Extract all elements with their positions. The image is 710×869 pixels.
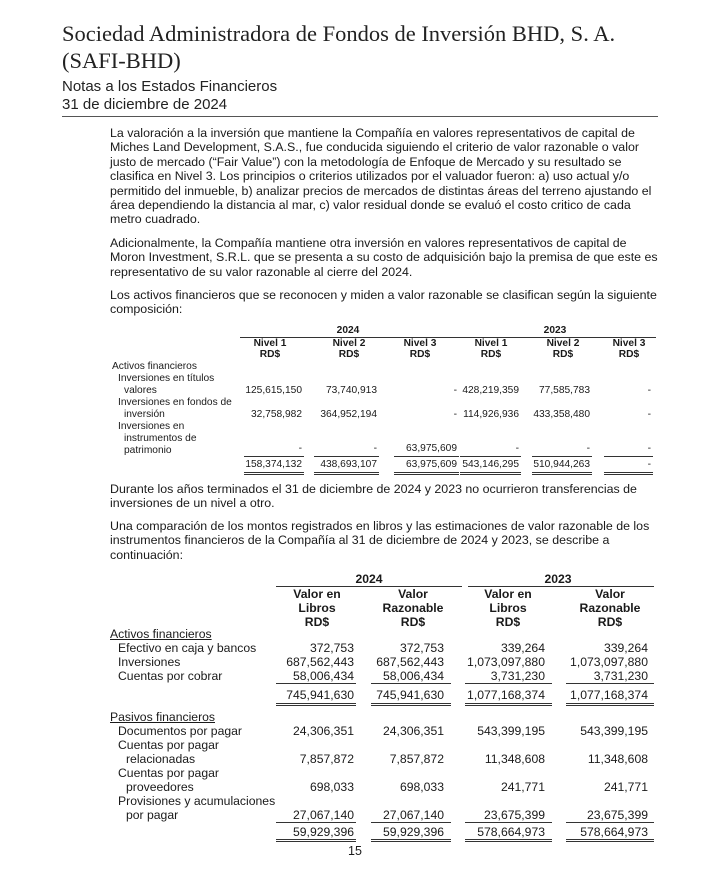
row-label: valores: [124, 385, 157, 396]
subtotal-rule: [394, 456, 459, 457]
subtotal-rule: [276, 822, 356, 823]
subtotal-rule: [371, 683, 451, 684]
subtotal-rule: [566, 683, 654, 684]
total-cell: 578,664,973: [580, 825, 648, 839]
cell: 698,033: [399, 780, 444, 794]
row-label: Cuentas por pagar: [118, 738, 219, 752]
total-rule: [244, 472, 304, 475]
cell: 23,675,399: [587, 808, 648, 822]
total-rule: [465, 703, 552, 706]
cell: 27,067,140: [383, 808, 444, 822]
cell: 433,358,480: [533, 409, 590, 420]
row-label: Inversiones en: [118, 421, 185, 432]
cell: 339,264: [603, 641, 648, 655]
subtotal-rule: [460, 456, 521, 457]
paragraph-composition: Los activos financieros que se reconocen y miden a valor razonable se clasifican según la siguiente composición:: [110, 288, 657, 317]
col-header: Valor: [398, 587, 428, 601]
subtotal-rule: [276, 683, 356, 684]
paragraph-moron: Adicionalmente, la Compañía mantiene otra inversión en valores representativos de capital de Moron Investment, S.R.L. que se presenta a su costo de adquisición bajo la premisa de que este es representativo de su valor razonable al cierre del 2024.: [110, 236, 658, 279]
cell: 3,731,230: [593, 669, 648, 683]
header-divider: [62, 116, 658, 117]
total-cell: 578,664,973: [477, 825, 545, 839]
total-cell: 59,929,396: [293, 825, 354, 839]
book-vs-fair-value-table: [110, 572, 658, 842]
row-label: Cuentas por pagar: [118, 766, 219, 780]
row-label: relacionadas: [126, 752, 196, 766]
cell: 58,006,434: [293, 669, 354, 683]
cell: 114,926,936: [463, 409, 519, 420]
cell: 1,073,097,880: [570, 655, 648, 669]
total-rule: [371, 703, 451, 706]
cell: 11,348,608: [587, 752, 648, 766]
year-2024-header: 2024: [336, 325, 360, 336]
total-cell: 745,941,630: [376, 688, 444, 702]
row-label: Efectivo en caja y bancos: [118, 641, 257, 655]
col-header: Valor en: [293, 587, 341, 601]
total-rule: [465, 839, 552, 842]
total-cell: 1,077,168,374: [570, 688, 648, 702]
cell: 3,731,230: [490, 669, 545, 683]
col-header: Libros: [298, 601, 336, 615]
cell: -: [515, 443, 519, 454]
level-header: Nivel 1: [253, 338, 287, 349]
cell: 23,675,399: [484, 808, 545, 822]
total-cell: 59,929,396: [383, 825, 444, 839]
cell: -: [647, 385, 651, 396]
cell: 687,562,443: [286, 655, 354, 669]
paragraph-comparison: Una comparación de los montos registrados en libros y las estimaciones de valor razonable de los instrumentos financieros de la Compañía al 31 de diciembre de 2024 y 2023, se describe a continuación:: [110, 519, 650, 562]
total-cell: 63,975,609: [406, 459, 457, 470]
col-header: Razonable: [579, 601, 641, 615]
report-date: 31 de diciembre de 2024: [62, 96, 228, 113]
total-cell: 745,941,630: [286, 688, 354, 702]
level-header: Nivel 2: [546, 338, 580, 349]
col-header: RD$: [304, 615, 330, 629]
col-header: RD$: [597, 615, 623, 629]
currency-header: RD$: [480, 349, 502, 360]
section-title-liabilities: Pasivos financieros: [110, 710, 215, 724]
row-label: inversión: [124, 409, 165, 420]
fair-value-levels-table: [110, 325, 658, 475]
cell: 241,771: [603, 780, 648, 794]
cell: -: [647, 443, 651, 454]
year-2023-header: 2023: [543, 325, 567, 336]
cell: -: [453, 385, 457, 396]
year-2023-header: 2023: [544, 572, 572, 586]
total-rule: [371, 839, 451, 842]
currency-header: RD$: [618, 349, 640, 360]
row-label: Inversiones en fondos de: [118, 397, 232, 408]
cell: 543,399,195: [477, 724, 545, 738]
cell: -: [586, 443, 590, 454]
cell: 32,758,982: [251, 409, 302, 420]
paragraph-transfers: Durante los años terminados el 31 de diciembre de 2024 y 2023 no ocurrieron transferencias de inversiones de un nivel a otro.: [110, 482, 637, 511]
total-cell: 543,146,295: [462, 459, 519, 470]
currency-header: RD$: [338, 349, 360, 360]
cell: 241,771: [500, 780, 545, 794]
col-header: RD$: [495, 615, 521, 629]
currency-header: RD$: [259, 349, 281, 360]
total-rule: [314, 472, 379, 475]
subtotal-rule: [244, 456, 304, 457]
cell: 372,753: [399, 641, 444, 655]
report-subtitle: [62, 78, 277, 114]
subtotal-rule: [604, 456, 653, 457]
total-cell: 438,693,107: [320, 459, 377, 470]
cell: -: [453, 409, 457, 420]
cell: 58,006,434: [383, 669, 444, 683]
total-rule: [532, 472, 592, 475]
subtotal-rule: [465, 822, 552, 823]
cell: 73,740,913: [326, 385, 377, 396]
subtotal-rule: [371, 822, 451, 823]
total-rule: [460, 472, 521, 475]
year-2024-header: 2024: [355, 572, 383, 586]
row-label: Inversiones en títulos: [118, 373, 215, 384]
cell: -: [298, 443, 302, 454]
col-header: RD$: [400, 615, 426, 629]
subtotal-rule: [532, 456, 592, 457]
cell: 428,219,359: [462, 385, 519, 396]
level-header: Nivel 1: [474, 338, 508, 349]
row-label: patrimonio: [124, 445, 172, 456]
col-header: Razonable: [382, 601, 444, 615]
cell: 698,033: [309, 780, 354, 794]
cell: 543,399,195: [580, 724, 648, 738]
cell: 1,073,097,880: [467, 655, 545, 669]
cell: -: [647, 409, 651, 420]
cell: 125,615,150: [245, 385, 302, 396]
total-rule: [394, 472, 459, 475]
row-label: proveedores: [126, 780, 194, 794]
section-title-assets: Activos financieros: [110, 627, 212, 641]
cell: 7,857,872: [299, 752, 354, 766]
total-cell: -: [647, 459, 651, 470]
cell: 24,306,351: [383, 724, 444, 738]
currency-header: RD$: [409, 349, 431, 360]
company-title: Sociedad Administradora de Fondos de Inversión BHD, S. A. (SAFI-BHD): [62, 21, 616, 73]
currency-header: RD$: [552, 349, 574, 360]
cell: 372,753: [309, 641, 354, 655]
level-header: Nivel 3: [403, 338, 437, 349]
level-header: Nivel 2: [332, 338, 366, 349]
cell: 364,952,194: [320, 409, 377, 420]
cell: 27,067,140: [293, 808, 354, 822]
total-cell: 510,944,263: [533, 459, 590, 470]
cell: 687,562,443: [376, 655, 444, 669]
subtotal-rule: [314, 456, 379, 457]
cell: 11,348,608: [484, 752, 545, 766]
row-label: instrumentos de: [124, 433, 197, 444]
total-rule: [276, 703, 356, 706]
total-rule: [276, 839, 356, 842]
total-rule: [604, 472, 653, 475]
paragraph-valuation: La valoración a la inversión que mantiene la Compañía en valores representativos de capital de Miches Land Development, S.A.S., fue conducida siguiendo el criterio de valor razonable o valor justo de mercado (“Fair Value”) con la metodología de Enfoque de Mercado y su resultado se clasifica en Nivel 3. Los principios o criterios utilizados por el valuador fueron: a) uso actual y/o permitido del inmueble, b) analizar precios de mercados de distintas áreas del terreno ajustando el área dependiendo la distancia al mar, c) valor residual donde se evaluó el costo critico de cada metro cuadrado.: [110, 126, 652, 227]
page-number: 15: [348, 844, 362, 858]
cell: 77,585,783: [539, 385, 590, 396]
cell: 339,264: [500, 641, 545, 655]
notes-title: Notas a los Estados Financieros: [62, 78, 278, 95]
col-header: Valor en: [484, 587, 532, 601]
total-rule: [566, 839, 654, 842]
row-label: Documentos por pagar: [118, 724, 242, 738]
row-label: Inversiones: [118, 655, 181, 669]
col-header: Valor: [595, 587, 625, 601]
subtotal-rule: [566, 822, 654, 823]
cell: 7,857,872: [389, 752, 444, 766]
row-label: Cuentas por cobrar: [118, 669, 223, 683]
section-label: Activos financieros: [112, 361, 197, 372]
total-cell: 1,077,168,374: [467, 688, 545, 702]
total-rule: [566, 703, 654, 706]
cell: -: [373, 443, 377, 454]
row-label: Provisiones y acumulaciones: [118, 794, 276, 808]
subtotal-rule: [465, 683, 552, 684]
cell: 24,306,351: [293, 724, 354, 738]
total-cell: 158,374,132: [245, 459, 302, 470]
row-label: por pagar: [126, 808, 179, 822]
level-header: Nivel 3: [612, 338, 646, 349]
col-header: Libros: [489, 601, 527, 615]
cell: 63,975,609: [406, 443, 457, 454]
